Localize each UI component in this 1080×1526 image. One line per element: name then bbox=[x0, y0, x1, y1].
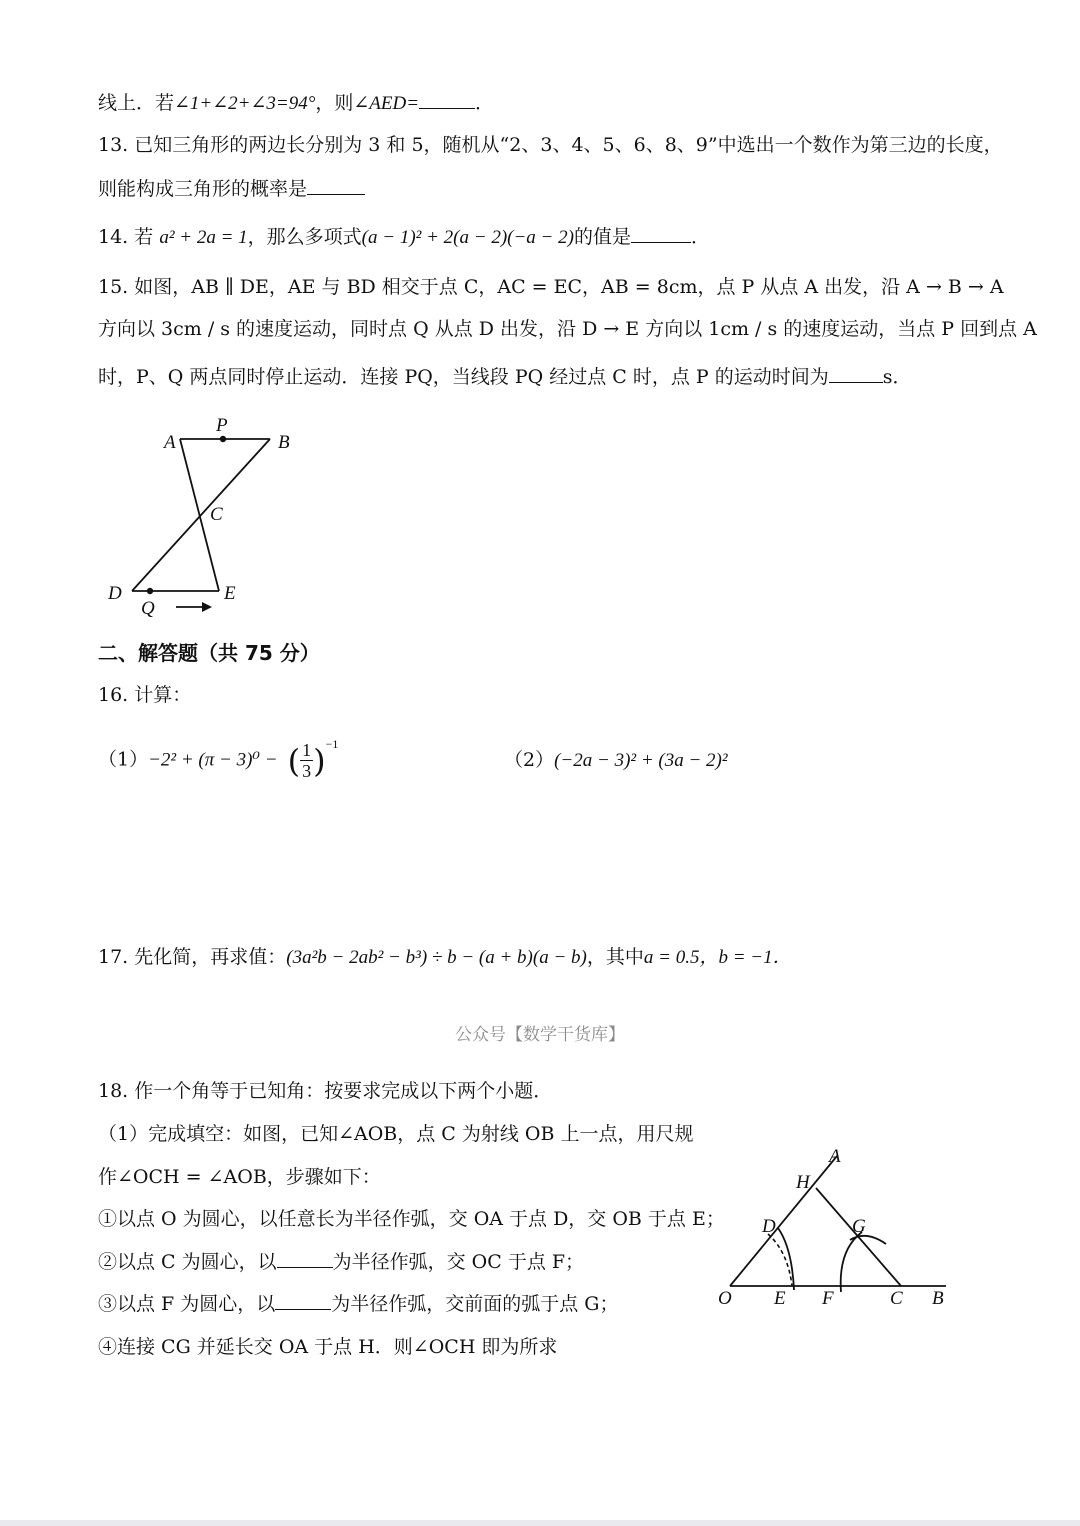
q18-step4: ④连接 CG 并延长交 OA 于点 H．则∠OCH 即为所求 bbox=[98, 1336, 558, 1358]
label-e: E bbox=[224, 583, 236, 604]
q18-figure bbox=[710, 1140, 960, 1320]
answer-blank bbox=[631, 224, 691, 243]
q13-line2: 则能构成三角形的概率是 bbox=[98, 176, 365, 202]
label-b: B bbox=[278, 432, 290, 453]
point-q-dot bbox=[147, 588, 153, 594]
q12-expr: ∠1+∠2+∠3=94° bbox=[174, 93, 316, 114]
q17: 17. 先化简，再求值：(3a²b − 2ab² − b³) ÷ b − (a + b)(a − b)，其中a = 0.5，b = −1． bbox=[98, 946, 792, 968]
watermark: 公众号【数学干货库】 bbox=[455, 1025, 625, 1045]
q17-values: a = 0.5，b = −1． bbox=[643, 947, 792, 968]
segment-bd bbox=[132, 439, 270, 591]
q18-part1b: 作∠OCH = ∠AOB，步骤如下： bbox=[98, 1166, 381, 1188]
point-p-dot bbox=[220, 436, 226, 442]
q12-target: ∠AED= bbox=[353, 93, 420, 114]
label-h: H bbox=[796, 1172, 810, 1193]
q15-line1: 15. 如图，AB ∥ DE，AE 与 BD 相交于点 C，AC = EC，AB = 8cm，点 P 从点 A 出发，沿 A → B → A bbox=[98, 276, 1004, 298]
page-bottom-edge bbox=[0, 1520, 1080, 1526]
label-e: E bbox=[774, 1288, 786, 1309]
q16-part1: （1）−2² + (π − 3)⁰ − ( $\frac{1}{3}$ )$^{-1}$ bbox=[98, 737, 339, 781]
q16-part2: （2）(−2a − 3)² + (3a − 2)² bbox=[504, 749, 728, 771]
answer-blank bbox=[307, 176, 365, 195]
q15-line2: 方向以 3cm / s 的速度运动，同时点 Q 从点 D 出发，沿 D → E 方向以 1cm / s 的速度运动，当点 P 回到点 A bbox=[98, 318, 1037, 340]
arc-de-dashed bbox=[768, 1234, 792, 1286]
label-b: B bbox=[932, 1288, 944, 1309]
label-p: P bbox=[216, 415, 228, 436]
arc-fg bbox=[841, 1232, 862, 1292]
q18-part1: （1）完成填空：如图，已知∠AOB，点 C 为射线 OB 上一点，用尺规 bbox=[98, 1123, 694, 1145]
q14: 14. 若 a² + 2a = 1，那么多项式(a − 1)² + 2(a − 2)(−a − 2)的值是 ． bbox=[98, 226, 710, 248]
label-a: A bbox=[829, 1146, 841, 1167]
q12-tail: 线上．若∠1+∠2+∠3=94°，则∠AED= ． bbox=[98, 92, 495, 114]
label-d: D bbox=[108, 583, 122, 604]
label-c: C bbox=[210, 504, 223, 525]
ray-oa bbox=[730, 1156, 837, 1286]
section-title: 二、解答题（共 75 分） bbox=[98, 641, 320, 665]
answer-blank bbox=[419, 90, 475, 109]
q13-line1: 13. 已知三角形的两边长分别为 3 和 5，随机从“2、3、4、5、6、8、9”中选出一个数作为第三边的长度， bbox=[98, 134, 1003, 156]
fraction: $\frac{1}{3}$ bbox=[302, 740, 312, 781]
answer-blank bbox=[829, 364, 883, 383]
answer-blank bbox=[277, 1249, 333, 1268]
answer-blank bbox=[275, 1291, 331, 1310]
label-o: O bbox=[718, 1288, 732, 1309]
q17-expr: (3a²b − 2ab² − b³) ÷ b − (a + b)(a − b) bbox=[286, 947, 587, 968]
arrow-head-icon bbox=[202, 602, 212, 612]
q18-step1: ①以点 O 为圆心，以任意长为半径作弧，交 OA 于点 D，交 OB 于点 E； bbox=[98, 1208, 725, 1230]
q16-heading: 16. 计算： bbox=[98, 684, 192, 706]
label-q: Q bbox=[141, 598, 155, 619]
q15-line3: 时，P、Q 两点同时停止运动．连接 PQ，当线段 PQ 经过点 C 时，点 P 的运动时间为 s． bbox=[98, 366, 912, 388]
arc-g-intersect bbox=[850, 1236, 886, 1244]
q18-step3: ③以点 F 为圆心，以 为半径作弧，交前面的弧于点 G； bbox=[98, 1293, 619, 1315]
q16-p2-expr: (−2a − 3)² + (3a − 2)² bbox=[554, 750, 728, 771]
q14-expression: (a − 1)² + 2(a − 2)(−a − 2) bbox=[361, 227, 574, 248]
label-d: D bbox=[762, 1216, 776, 1237]
q16-p1-expr: −2² + (π − 3)⁰ − bbox=[148, 749, 278, 771]
label-c: C bbox=[890, 1288, 903, 1309]
q15-figure bbox=[100, 410, 320, 625]
q14-condition: a² + 2a = 1 bbox=[159, 227, 248, 248]
label-g: G bbox=[852, 1216, 866, 1237]
q18-heading: 18. 作一个角等于已知角：按要求完成以下两个小题． bbox=[98, 1080, 553, 1102]
label-a: A bbox=[164, 432, 176, 453]
label-f: F bbox=[822, 1288, 834, 1309]
q18-step2: ②以点 C 为圆心，以 为半径作弧，交 OC 于点 F； bbox=[98, 1251, 585, 1273]
